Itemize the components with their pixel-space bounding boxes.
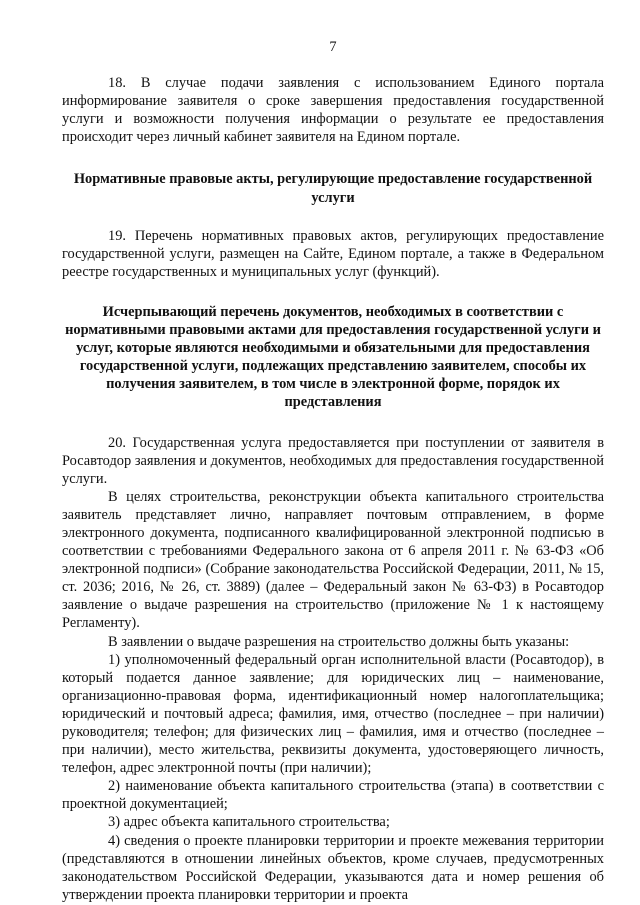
list-item-2: 2) наименование объекта капитального строительства (этапа) в соответствии с проектной документацией; <box>62 778 604 813</box>
list-item-3: 3) адрес объекта капитального строительства; <box>108 814 390 831</box>
paragraph-application-contents: В заявлении о выдаче разрешения на строительство должны быть указаны: <box>108 633 570 650</box>
heading-normative-acts: Нормативные правовые акты, регулирующие предоставление государственной услуги <box>73 171 593 206</box>
paragraph-construction-goals: В целях строительства, реконструкции объекта капитального строительства заявитель представляет лично, направляет почтовым отправлением, в форме электронного документа, подписанного квалифицированной электронной подписью в соответствии с требованиями Федерального закона от 6 апреля 2011 г. № 63-ФЗ «Об электронной подписи» (Собрание законодательства Российской Федерации, 2011, № 15, ст. 2036; 2016, № 26, ст. 3889) (далее – Федеральный закон № 63-ФЗ) в Росавтодор заявление о выдаче разрешения на строительство (приложение № 1 к настоящему Регламенту). <box>62 488 604 632</box>
paragraph-19: 19. Перечень нормативных правовых актов, регулирующих предоставление государственной услуги, размещен на Сайте, Едином портале, а также в Федеральном реестре государственных и муниципальных услуг (функций). <box>62 227 604 280</box>
paragraph-20: 20. Государственная услуга предоставляется при поступлении от заявителя в Росавтодор заявления и документов, необходимых для предоставления государственной услуги. <box>62 434 604 487</box>
paragraph-18: 18. В случае подачи заявления с использованием Единого портала информирование заявителя о сроке завершения предоставления государственной услуги и возможности получения информации о результате ее предоставления происходит через личный кабинет заявителя на Едином портале. <box>62 75 604 146</box>
heading-documents-list: Исчерпывающий перечень документов, необходимых в соответствии с нормативными правовыми актами для предоставления государственной услуги и услуг, которые являются необходимыми и обязательными для предоставления государственной услуги, подлежащих представлению заявителем, способы их получения заявителем, в том числе в электронной форме, порядок их представления <box>65 303 601 411</box>
page-number: 7 <box>329 39 337 55</box>
list-item-1: 1) уполномоченный федеральный орган исполнительной власти (Росавтодор), в который подается данное заявление; для юридических лиц – наименование, организационно-правовая форма, идентификационный номер налогоплательщика; юридический и почтовый адреса; фамилия, имя, отчество (последнее – при наличии) руководителя; телефон; для физических лиц – фамилия, имя и отчество (последнее – при наличии), место жительства, реквизиты документа, удостоверяющего личность, телефон, адрес электронной почты (при наличии); <box>62 651 604 777</box>
list-item-4: 4) сведения о проекте планировки территории и проекте межевания территории (представляются в отношении линейных объектов, кроме случаев, предусмотренных законодательством Российской Федерации, указываются дата и номер решения об утверждении проекта планировки территории и проекта <box>62 832 604 903</box>
